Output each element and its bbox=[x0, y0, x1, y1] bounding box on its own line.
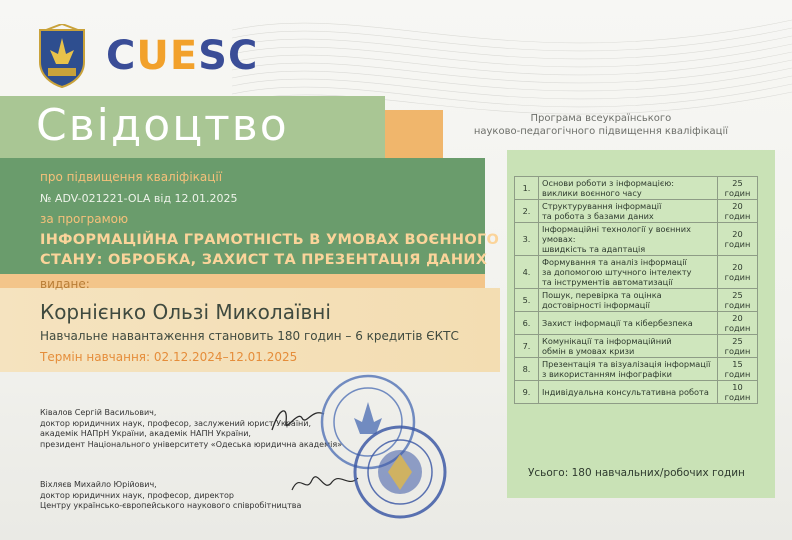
module-hours bbox=[718, 381, 758, 404]
module-title bbox=[539, 335, 718, 358]
module-number: 5. bbox=[515, 289, 539, 312]
module-hours-unit: годин bbox=[724, 300, 751, 310]
table-row bbox=[515, 200, 758, 223]
module-number: 3. bbox=[515, 223, 539, 256]
module-hours bbox=[718, 312, 758, 335]
issued-label: видане: bbox=[40, 277, 90, 291]
module-title bbox=[539, 289, 718, 312]
module-title-line2: та робота з базами даних bbox=[542, 211, 654, 221]
university-crest-icon bbox=[36, 24, 88, 88]
module-title-line1: Захист інформації та кібербезпека bbox=[542, 318, 693, 328]
program-title-line2: СТАНУ: ОБРОБКА, ЗАХИСТ ТА ПРЕЗЕНТАЦІЯ ДАНИХ bbox=[40, 252, 488, 268]
signatory2-line2: Центру українсько-європейського наукового співробітництва bbox=[40, 501, 302, 510]
module-title-line1: Інформаційні технології у воєнних умовах: bbox=[542, 224, 691, 244]
signatory1-line3: президент Національного університету «Одеська юридична академія» bbox=[40, 439, 343, 449]
module-title-line2: обмін в умовах кризи bbox=[542, 346, 635, 356]
table-row bbox=[515, 256, 758, 289]
module-hours-value: 20 bbox=[732, 229, 743, 239]
cuesc-logo: CUESC bbox=[106, 33, 259, 79]
module-title-line2: виклики воєнного часу bbox=[542, 188, 642, 198]
certificate-subtitle: про підвищення кваліфікації bbox=[40, 170, 223, 184]
module-title-line2: за допомогою штучного інтелекту bbox=[542, 267, 692, 277]
table-row bbox=[515, 312, 758, 335]
module-hours bbox=[718, 200, 758, 223]
module-hours-unit: годин bbox=[724, 323, 751, 333]
module-number: 6. bbox=[515, 312, 539, 335]
program-heading-line2: науково-педагогічного підвищення кваліфікації bbox=[473, 126, 728, 137]
program-heading bbox=[474, 112, 728, 138]
by-program-label: за програмою bbox=[40, 212, 129, 226]
module-hours bbox=[718, 335, 758, 358]
signatory1-name: Ківалов Сергій Васильович, bbox=[40, 408, 157, 417]
module-number: 1. bbox=[515, 177, 539, 200]
table-row bbox=[515, 335, 758, 358]
module-number: 2. bbox=[515, 200, 539, 223]
module-hours bbox=[718, 223, 758, 256]
module-title-line1: Презентація та візуалізація інформації bbox=[542, 359, 711, 369]
table-row bbox=[515, 358, 758, 381]
module-hours-value: 20 bbox=[732, 201, 743, 211]
signatory2-block bbox=[40, 480, 301, 512]
module-hours-unit: годин bbox=[724, 392, 751, 402]
module-hours-unit: годин bbox=[724, 346, 751, 356]
program-heading-line1: Програма всеукраїнського bbox=[530, 113, 672, 124]
module-title bbox=[539, 256, 718, 289]
certificate-number: № ADV-021221-OLA від 12.01.2025 bbox=[40, 192, 238, 205]
module-title bbox=[539, 177, 718, 200]
module-hours-unit: годин bbox=[724, 239, 751, 249]
module-hours-value: 25 bbox=[732, 178, 743, 188]
module-title bbox=[539, 223, 718, 256]
signatory2-line1: доктор юридичних наук, професор, директор bbox=[40, 490, 235, 500]
module-title bbox=[539, 358, 718, 381]
module-title-line1: Індивідуальна консультативна робота bbox=[542, 387, 709, 397]
signature-2-icon bbox=[290, 468, 360, 498]
module-number: 4. bbox=[515, 256, 539, 289]
module-title bbox=[539, 381, 718, 404]
signatory1-line1: доктор юридичних наук, професор, заслужений юрист України, bbox=[40, 418, 312, 428]
module-hours bbox=[718, 358, 758, 381]
module-title-line2: з використанням інфографіки bbox=[542, 369, 672, 379]
table-row bbox=[515, 177, 758, 200]
center-seal-icon bbox=[352, 424, 448, 520]
module-hours-value: 25 bbox=[732, 336, 743, 346]
module-title-line1: Формування та аналіз інформації bbox=[542, 257, 687, 267]
total-hours: Усього: 180 навчальних/робочих годин bbox=[528, 467, 745, 479]
accent-band-orange bbox=[385, 110, 443, 158]
module-number: 9. bbox=[515, 381, 539, 404]
module-title bbox=[539, 200, 718, 223]
module-hours-value: 20 bbox=[732, 313, 743, 323]
recipient-name: Корнієнко Ользі Миколаївні bbox=[40, 300, 331, 324]
module-hours-unit: годин bbox=[724, 272, 751, 282]
module-hours bbox=[718, 256, 758, 289]
certificate-title: Свідоцтво bbox=[36, 100, 289, 151]
module-title-line2: достовірності інформації bbox=[542, 300, 650, 310]
module-hours-unit: годин bbox=[724, 188, 751, 198]
table-row bbox=[515, 289, 758, 312]
study-term: Термін навчання: 02.12.2024–12.01.2025 bbox=[40, 350, 298, 364]
module-hours-value: 20 bbox=[732, 262, 743, 272]
module-hours-unit: годин bbox=[724, 369, 751, 379]
module-hours-value: 15 bbox=[732, 359, 743, 369]
modules-table bbox=[514, 176, 758, 404]
study-load: Навчальне навантаження становить 180 годин – 6 кредитів ЄКТС bbox=[40, 329, 459, 343]
module-title-line3: та інструментів автоматизації bbox=[542, 277, 673, 287]
signatory1-line2: академік НАПрН України, академік НАПН України, bbox=[40, 429, 251, 438]
module-hours bbox=[718, 289, 758, 312]
module-hours-unit: годин bbox=[724, 211, 751, 221]
module-title-line2: швидкість та адаптація bbox=[542, 244, 646, 254]
program-title-line1: ІНФОРМАЦІЙНА ГРАМОТНІСТЬ В УМОВАХ ВОЄННОГО bbox=[40, 232, 500, 248]
module-title-line1: Пошук, перевірка та оцінка bbox=[542, 290, 662, 300]
module-title bbox=[539, 312, 718, 335]
module-hours-value: 25 bbox=[732, 290, 743, 300]
header-logo-row bbox=[36, 24, 258, 88]
module-hours-value: 10 bbox=[732, 382, 743, 392]
module-title-line1: Основи роботи з інформацією: bbox=[542, 178, 674, 188]
signatory2-name: Віхляєв Михайло Юрійович, bbox=[40, 480, 157, 489]
module-number: 8. bbox=[515, 358, 539, 381]
module-title-line1: Комунікації та інформаційний bbox=[542, 336, 672, 346]
module-number: 7. bbox=[515, 335, 539, 358]
module-title-line1: Структурування інформації bbox=[542, 201, 662, 211]
table-row bbox=[515, 223, 758, 256]
module-hours bbox=[718, 177, 758, 200]
table-row bbox=[515, 381, 758, 404]
